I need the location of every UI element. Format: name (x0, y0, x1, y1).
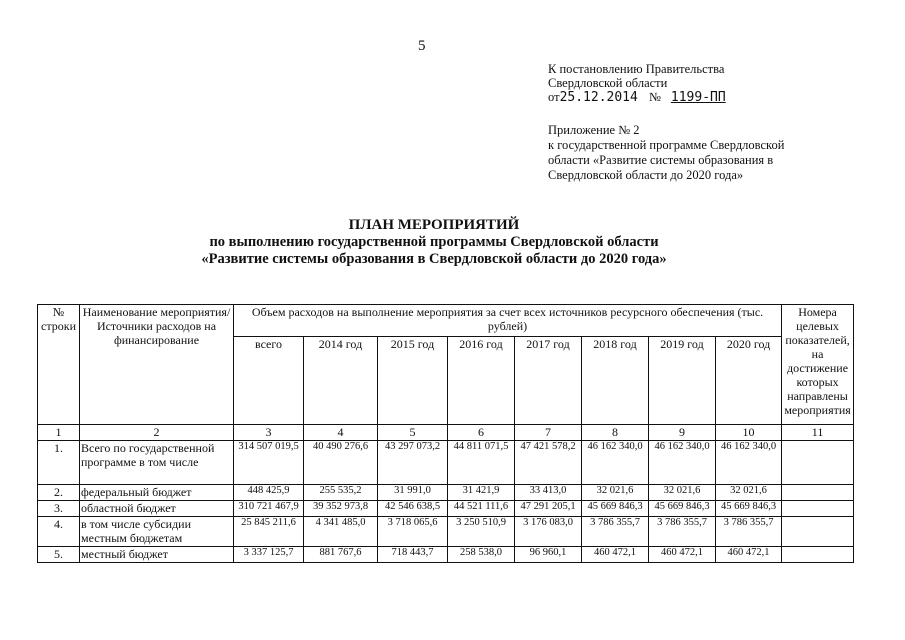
value-2020: 45 669 846,3 (716, 501, 782, 517)
index-cell: 5 (378, 425, 448, 441)
decree-line2: Свердловской области (548, 76, 668, 90)
subheader-2015: 2015 год (378, 337, 448, 425)
appendix-line4: Свердловской области до 2020 года» (548, 168, 744, 182)
value-2016: 44 521 111,6 (448, 501, 515, 517)
appendix-reference (548, 123, 784, 183)
row-targets (782, 547, 854, 563)
subheader-2014: 2014 год (304, 337, 378, 425)
value-total: 25 845 211,6 (234, 517, 304, 547)
number-prefix: № (648, 90, 661, 104)
row-number: 3. (38, 501, 80, 517)
index-cell: 3 (234, 425, 304, 441)
value-2017: 96 960,1 (515, 547, 582, 563)
subheader-2017: 2017 год (515, 337, 582, 425)
index-cell: 4 (304, 425, 378, 441)
table-row (38, 547, 854, 563)
title-line2: по выполнению государственной программы Свердловской области (209, 234, 659, 250)
page-number: 5 (418, 38, 426, 54)
subheader-2018: 2018 год (582, 337, 649, 425)
index-cell: 9 (649, 425, 716, 441)
index-cell: 10 (716, 425, 782, 441)
subheader-total: всего (234, 337, 304, 425)
header-name: Наименование мероприятия/ Источники расходов на финансирование (80, 305, 234, 425)
decree-number: 1199-ПП (670, 90, 726, 105)
row-number: 4. (38, 517, 80, 547)
table-row (38, 517, 854, 547)
document-title (0, 217, 868, 268)
index-cell: 7 (515, 425, 582, 441)
decree-reference (548, 62, 726, 105)
value-2020: 3 786 355,7 (716, 517, 782, 547)
row-name: областной бюджет (80, 501, 234, 517)
value-2017: 47 291 205,1 (515, 501, 582, 517)
value-2019: 3 786 355,7 (649, 517, 716, 547)
table-row (38, 485, 854, 501)
row-targets (782, 517, 854, 547)
decree-line1: К постановлению Правительства (548, 62, 725, 76)
index-cell: 8 (582, 425, 649, 441)
value-2014: 4 341 485,0 (304, 517, 378, 547)
appendix-line2: к государственной программе Свердловской (548, 138, 785, 152)
value-2014: 255 535,2 (304, 485, 378, 501)
row-name: Всего по государственной программе в том числе (80, 441, 234, 485)
value-2017: 47 421 578,2 (515, 441, 582, 485)
row-number: 5. (38, 547, 80, 563)
subheader-2020: 2020 год (716, 337, 782, 425)
value-2018: 3 786 355,7 (582, 517, 649, 547)
value-2015: 31 991,0 (378, 485, 448, 501)
value-2014: 39 352 973,8 (304, 501, 378, 517)
value-2014: 40 490 276,6 (304, 441, 378, 485)
subheader-2019: 2019 год (649, 337, 716, 425)
value-2015: 3 718 065,6 (378, 517, 448, 547)
value-total: 310 721 467,9 (234, 501, 304, 517)
value-2016: 3 250 510,9 (448, 517, 515, 547)
row-targets (782, 485, 854, 501)
decree-date-line (548, 90, 726, 105)
appendix-line1: Приложение № 2 (548, 123, 640, 137)
table-row (38, 441, 854, 485)
value-2019: 45 669 846,3 (649, 501, 716, 517)
value-2019: 32 021,6 (649, 485, 716, 501)
index-cell: 1 (38, 425, 80, 441)
row-name: федеральный бюджет (80, 485, 234, 501)
title-line3: «Развитие системы образования в Свердловской области до 2020 года» (201, 251, 667, 267)
value-total: 314 507 019,5 (234, 441, 304, 485)
appendix-line3: области «Развитие системы образования в (548, 153, 774, 167)
value-total: 3 337 125,7 (234, 547, 304, 563)
value-2015: 718 443,7 (378, 547, 448, 563)
value-2020: 32 021,6 (716, 485, 782, 501)
subheader-2016: 2016 год (448, 337, 515, 425)
value-2014: 881 767,6 (304, 547, 378, 563)
row-number: 1. (38, 441, 80, 485)
decree-date: 25.12.2014 (559, 90, 638, 105)
plan-table (37, 304, 854, 563)
row-name: местный бюджет (80, 547, 234, 563)
index-cell: 6 (448, 425, 515, 441)
value-2018: 32 021,6 (582, 485, 649, 501)
value-2017: 3 176 083,0 (515, 517, 582, 547)
value-2015: 43 297 073,2 (378, 441, 448, 485)
value-2016: 31 421,9 (448, 485, 515, 501)
value-2020: 460 472,1 (716, 547, 782, 563)
row-number: 2. (38, 485, 80, 501)
value-2016: 44 811 071,5 (448, 441, 515, 485)
row-targets (782, 441, 854, 485)
value-2016: 258 538,0 (448, 547, 515, 563)
from-prefix: от (548, 90, 560, 104)
value-2019: 46 162 340,0 (649, 441, 716, 485)
index-cell: 2 (80, 425, 234, 441)
value-2015: 42 546 638,5 (378, 501, 448, 517)
value-2018: 46 162 340,0 (582, 441, 649, 485)
row-targets (782, 501, 854, 517)
table-row (38, 501, 854, 517)
index-row (38, 425, 854, 441)
header-targets: Номера целевых показателей, на достижение которых направлены мероприятия (782, 305, 854, 425)
value-2017: 33 413,0 (515, 485, 582, 501)
value-2019: 460 472,1 (649, 547, 716, 563)
header-volume: Объем расходов на выполнение мероприятия за счет всех источников ресурсного обеспечения (тыс. рублей) (234, 305, 782, 337)
value-2018: 45 669 846,3 (582, 501, 649, 517)
value-2020: 46 162 340,0 (716, 441, 782, 485)
title-line1: ПЛАН МЕРОПРИЯТИЙ (348, 217, 520, 233)
index-cell: 11 (782, 425, 854, 441)
value-2018: 460 472,1 (582, 547, 649, 563)
header-row-number: № строки (38, 305, 80, 425)
row-name: в том числе субсидии местным бюджетам (80, 517, 234, 547)
value-total: 448 425,9 (234, 485, 304, 501)
